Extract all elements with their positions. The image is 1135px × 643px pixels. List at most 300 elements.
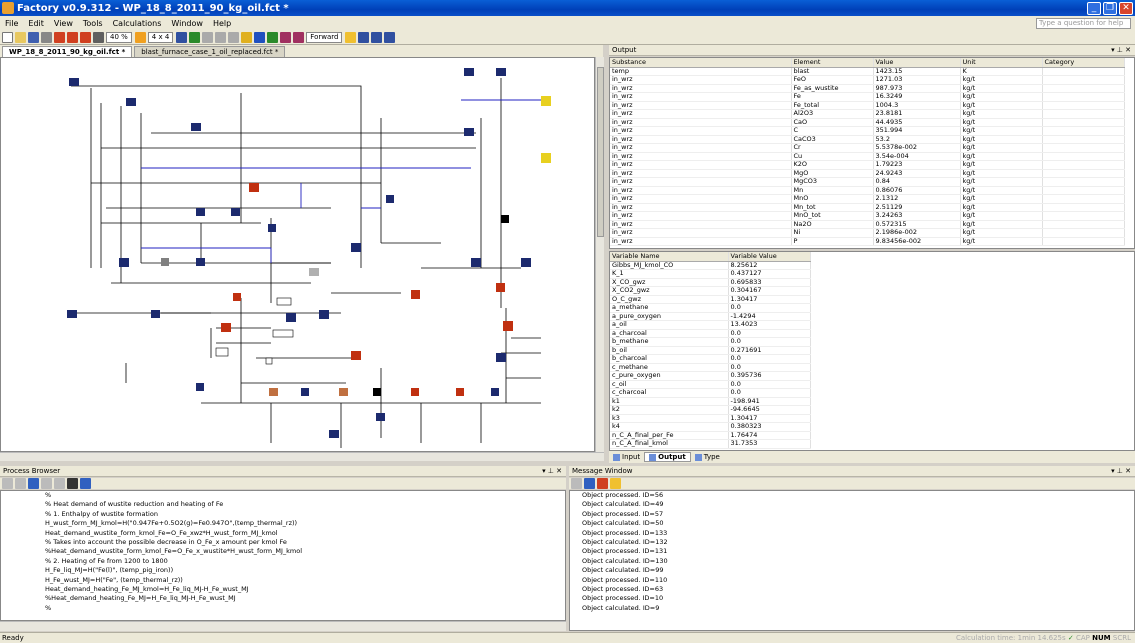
output-panel-header (609, 45, 1135, 56)
cut-icon[interactable] (202, 32, 213, 43)
table-cell: 1.79223 (873, 161, 960, 170)
table-row[interactable] (610, 346, 810, 355)
table-cell: Al2O3 (791, 110, 873, 119)
save-icon[interactable] (28, 32, 39, 43)
zoom-icon[interactable] (93, 32, 104, 43)
code-lines (1, 491, 565, 613)
table-cell: 987.973 (873, 84, 960, 93)
message-window-header (569, 466, 1135, 477)
table-row[interactable] (610, 152, 1124, 161)
table-cell: 1.30417 (728, 414, 810, 423)
table-row[interactable] (610, 440, 810, 449)
table-cell: kg/t (960, 212, 1042, 221)
table-cell: K2O (791, 161, 873, 170)
process-browser-title: Process Browser (3, 467, 61, 475)
table-cell: FeO (791, 76, 873, 85)
table-row[interactable] (610, 110, 1124, 119)
component-icon[interactable] (80, 32, 91, 43)
table-row[interactable] (610, 135, 1124, 144)
table-cell: 9.83456e-002 (873, 237, 960, 246)
table-cell: k4 (610, 423, 728, 432)
table-cell: 1423.15 (873, 67, 960, 76)
status-right (956, 633, 1131, 643)
paste-icon[interactable] (228, 32, 239, 43)
table-cell: K_1 (610, 270, 728, 279)
table-cell: a_methane (610, 304, 728, 313)
tab-output[interactable]: Output (644, 452, 691, 462)
canvas-horizontal-scrollbar[interactable] (0, 452, 604, 461)
table-row[interactable] (610, 186, 1124, 195)
table-cell (1042, 127, 1124, 136)
table-cell: kg/t (960, 76, 1042, 85)
table-cell: 44.4935 (873, 118, 960, 127)
table-cell: Cr (791, 144, 873, 153)
table-cell: 0.572315 (873, 220, 960, 229)
table-cell: MnO_tot (791, 212, 873, 221)
open-folder-icon[interactable] (15, 32, 26, 43)
table-cell: kg/t (960, 135, 1042, 144)
table-row[interactable] (610, 329, 810, 338)
table-cell: 0.304167 (728, 287, 810, 296)
table-row[interactable] (610, 423, 810, 432)
table-cell: 31.7353 (728, 440, 810, 449)
doc-icon[interactable] (28, 478, 39, 489)
table-cell: -1.4294 (728, 312, 810, 321)
table-cell: k1 (610, 397, 728, 406)
message-lines (570, 491, 1134, 613)
direction-select[interactable]: Forward (306, 32, 342, 43)
caps-indicator: CAP (1076, 634, 1090, 642)
table-row[interactable] (610, 295, 810, 304)
connect-icon[interactable] (189, 32, 200, 43)
code-line: %Heat_demand_heating_Fe_MJ=H_Fe_liq_MJ-H_Fe_wust_MJ (45, 594, 236, 603)
message-log[interactable] (569, 490, 1135, 631)
table-cell: 0.0 (728, 389, 810, 398)
message-line: Object calculated. ID=9 (582, 603, 660, 612)
output-col-header: Value (873, 58, 960, 67)
calc-time: Calculation time: 1min 14.625s (955, 634, 1066, 642)
table-cell (1042, 144, 1124, 153)
table-cell: b_methane (610, 338, 728, 347)
table-cell: in_wrz (610, 84, 791, 93)
menu-edit[interactable]: Edit (28, 18, 44, 28)
code-line: H_Fe_liq_MJ=H("Fe(l)", (temp_pig_iron)) (45, 566, 174, 575)
grid-select[interactable]: 4 x 4 (148, 32, 174, 43)
table-cell: X_CO2_gwz (610, 287, 728, 296)
table-cell: C (791, 127, 873, 136)
code-line: % Heat demand of wustite reduction and heating of Fe (45, 500, 224, 509)
message-window-toolbar (569, 478, 1135, 489)
table-cell: 0.84 (873, 178, 960, 187)
table-cell: 2.1986e-002 (873, 229, 960, 238)
table-row[interactable] (610, 212, 1124, 221)
scrl-indicator: SCRL (1112, 634, 1131, 642)
table-cell (1042, 67, 1124, 76)
table-row[interactable] (610, 321, 810, 330)
process-browser-controls[interactable]: ▾ ⊥ ✕ (542, 467, 562, 475)
output-table (610, 58, 1125, 246)
table-cell: kg/t (960, 110, 1042, 119)
output-col-header: Element (791, 58, 873, 67)
table-cell: in_wrz (610, 203, 791, 212)
table-row[interactable] (610, 312, 810, 321)
table-cell: in_wrz (610, 110, 791, 119)
code-line: Heat_demand_wustite_form_kmol_Fe=O_Fe_xwz*H_wust_form_MJ_kmol (45, 528, 278, 537)
output-panel-title: Output (612, 46, 637, 54)
table-cell: kg/t (960, 144, 1042, 153)
output-col-header: Category (1042, 58, 1124, 67)
table-cell: in_wrz (610, 118, 791, 127)
table-cell: a_pure_oxygen (610, 312, 728, 321)
message-line: Object calculated. ID=50 (582, 519, 664, 528)
find-icon[interactable] (67, 478, 78, 489)
output-col-header: Unit (960, 58, 1042, 67)
table-cell (1042, 229, 1124, 238)
process-code-editor[interactable] (0, 490, 566, 621)
table-row[interactable] (610, 101, 1124, 110)
info-icon[interactable] (584, 478, 595, 489)
input-icon (613, 454, 620, 461)
table-cell: in_wrz (610, 195, 791, 204)
table-cell: Fe (791, 93, 873, 102)
table-cell (1042, 84, 1124, 93)
code-line: H_wust_form_MJ_kmol=H("0.947Fe+0.5O2(g)=Fe0.947O",(temp_thermal_rz)) (45, 519, 298, 528)
table-row[interactable] (610, 414, 810, 423)
table-cell: 0.0 (728, 329, 810, 338)
message-window-title: Message Window (572, 467, 633, 475)
message-line: Object processed. ID=110 (582, 575, 668, 584)
table-cell: 13.4023 (728, 321, 810, 330)
table-cell: in_wrz (610, 178, 791, 187)
table-cell: c_charcoal (610, 389, 728, 398)
table-cell (1042, 101, 1124, 110)
output-table-container[interactable] (609, 57, 1135, 249)
table-row[interactable] (610, 84, 1124, 93)
table-cell: MnO (791, 195, 873, 204)
stop-icon[interactable] (280, 32, 291, 43)
table-row[interactable] (610, 287, 810, 296)
variables-table (610, 252, 811, 449)
warning-icon[interactable] (610, 478, 621, 489)
select-arrow-icon[interactable] (345, 32, 356, 43)
table-cell: in_wrz (610, 212, 791, 221)
message-line: Object calculated. ID=132 (582, 537, 668, 546)
scroll-thumb[interactable] (597, 67, 604, 237)
table-cell: kg/t (960, 195, 1042, 204)
table-cell: Gibbs_MJ_kmol_CO (610, 261, 728, 270)
table-cell: in_wrz (610, 229, 791, 238)
table-row[interactable] (610, 203, 1124, 212)
table-cell: MgCO3 (791, 178, 873, 187)
copy-code-icon[interactable] (54, 478, 65, 489)
table-cell: Mn_tot (791, 203, 873, 212)
table-cell (1042, 76, 1124, 85)
tab-input[interactable]: Input (609, 453, 644, 461)
table-cell: CaO (791, 118, 873, 127)
table-row[interactable] (610, 144, 1124, 153)
table-cell: k3 (610, 414, 728, 423)
move-down-icon[interactable] (15, 478, 26, 489)
code-line: %Heat_demand_wustite_form_kmol_Fe=O_Fe_x_wustite*H_wust_form_MJ_kmol (45, 547, 303, 556)
table-row[interactable] (610, 406, 810, 415)
table-cell: 0.0 (728, 355, 810, 364)
table-cell: in_wrz (610, 152, 791, 161)
code-horizontal-scrollbar[interactable] (0, 621, 566, 631)
table-row[interactable] (610, 67, 1124, 76)
menu-bar (0, 16, 1135, 30)
table-cell: -94.6645 (728, 406, 810, 415)
table-row[interactable] (610, 372, 810, 381)
table-cell: -198.941 (728, 397, 810, 406)
table-cell: temp (610, 67, 791, 76)
restore-button[interactable]: ❐ (1103, 2, 1117, 15)
canvas-vertical-scrollbar[interactable] (595, 57, 604, 452)
message-line: Object calculated. ID=130 (582, 556, 668, 565)
table-cell: kg/t (960, 169, 1042, 178)
table-cell: 1271.03 (873, 76, 960, 85)
tab-type[interactable]: Type (691, 453, 724, 461)
table-cell (1042, 212, 1124, 221)
step-icon[interactable] (293, 32, 304, 43)
help-search-input[interactable]: Type a question for help (1036, 18, 1131, 29)
status-text: Ready (2, 634, 24, 642)
table-row[interactable] (610, 380, 810, 389)
print-icon[interactable] (41, 32, 52, 43)
table-row[interactable] (610, 338, 810, 347)
close-button[interactable]: ✕ (1119, 2, 1133, 15)
table-cell: a_charcoal (610, 329, 728, 338)
table-cell (1042, 161, 1124, 170)
menu-help[interactable]: Help (212, 18, 232, 28)
code-line: % (45, 491, 52, 499)
table-cell: in_wrz (610, 127, 791, 136)
process-browser-toolbar (0, 478, 566, 489)
app-icon (2, 2, 14, 14)
table-row[interactable] (610, 270, 810, 279)
table-cell: 0.271691 (728, 346, 810, 355)
table-cell: 3.24263 (873, 212, 960, 221)
table-cell: in_wrz (610, 169, 791, 178)
error-icon[interactable] (597, 478, 608, 489)
clear-icon[interactable] (571, 478, 582, 489)
table-cell: K (960, 67, 1042, 76)
globe-icon[interactable] (254, 32, 265, 43)
window-title: Factory v0.9.312 - WP_18_8_2011_90_kg_oil.fct * (17, 2, 289, 14)
table-row[interactable] (610, 93, 1124, 102)
table-cell: O_C_gwz (610, 295, 728, 304)
tab-blast-furnace-case-1[interactable]: blast_furnace_case_1_oil_replaced.fct * (134, 46, 285, 57)
table-cell (1042, 135, 1124, 144)
table-cell: kg/t (960, 84, 1042, 93)
table-cell: in_wrz (610, 237, 791, 246)
output-panel-controls[interactable]: ▾ ⊥ ✕ (1111, 46, 1131, 54)
code-line: H_Fe_wust_MJ=H("Fe", (temp_thermal_rz)) (45, 575, 183, 584)
process-nodes (67, 68, 551, 438)
menu-window[interactable]: Window (171, 18, 203, 28)
code-line: % 1. Enthalpy of wustite formation (45, 509, 158, 518)
table-row[interactable] (610, 389, 810, 398)
table-cell (1042, 93, 1124, 102)
property-tabs (609, 451, 1135, 463)
table-cell: b_charcoal (610, 355, 728, 364)
db-icon[interactable] (176, 32, 187, 43)
flowsheet-diagram[interactable] (1, 58, 595, 452)
table-row[interactable] (610, 195, 1124, 204)
table-row[interactable] (610, 76, 1124, 85)
title-bar (0, 0, 1135, 16)
table-row[interactable] (610, 363, 810, 372)
table-cell: n_C_A_final_per_Fe (610, 431, 728, 440)
table-cell (1042, 110, 1124, 119)
table-cell: 53.2 (873, 135, 960, 144)
arrange-icon[interactable] (384, 32, 395, 43)
main-toolbar (0, 30, 1135, 45)
table-cell: c_pure_oxygen (610, 372, 728, 381)
bulb-icon[interactable] (241, 32, 252, 43)
table-cell: kg/t (960, 237, 1042, 246)
table-cell: blast (791, 67, 873, 76)
table-cell: 24.9243 (873, 169, 960, 178)
table-cell: kg/t (960, 152, 1042, 161)
zoom-select[interactable]: 40 % (106, 32, 132, 43)
new-file-icon[interactable] (2, 32, 13, 43)
table-row[interactable] (610, 178, 1124, 187)
flowsheet-canvas[interactable] (0, 57, 595, 452)
align-icon[interactable] (371, 32, 382, 43)
table-cell: b_oil (610, 346, 728, 355)
table-cell: in_wrz (610, 144, 791, 153)
table-cell: 0.0 (728, 380, 810, 389)
menu-tools[interactable]: Tools (82, 18, 103, 28)
pointer-icon[interactable] (135, 32, 146, 43)
table-cell: Mn (791, 186, 873, 195)
table-cell: 351.994 (873, 127, 960, 136)
table-cell: in_wrz (610, 220, 791, 229)
table-row[interactable] (610, 397, 810, 406)
table-cell (1042, 203, 1124, 212)
message-line: Object processed. ID=133 (582, 528, 668, 537)
table-row[interactable] (610, 237, 1124, 246)
table-cell: k2 (610, 406, 728, 415)
calculate-icon[interactable] (54, 32, 65, 43)
table-row[interactable] (610, 169, 1124, 178)
table-cell: a_oil (610, 321, 728, 330)
variables-table-container[interactable] (609, 251, 1135, 451)
table-cell: 1.30417 (728, 295, 810, 304)
table-cell (1042, 118, 1124, 127)
message-line: Object processed. ID=56 (582, 491, 664, 499)
variable-col-header: Variable Value (728, 252, 810, 261)
table-cell: Na2O (791, 220, 873, 229)
table-cell: P (791, 237, 873, 246)
menu-calculations[interactable]: Calculations (112, 18, 162, 28)
table-row[interactable] (610, 261, 810, 270)
table-cell (1042, 169, 1124, 178)
replace-icon[interactable] (80, 478, 91, 489)
status-bar (0, 632, 1135, 643)
table-cell (1042, 178, 1124, 187)
table-cell: 16.3249 (873, 93, 960, 102)
table-cell: in_wrz (610, 186, 791, 195)
table-cell: MgO (791, 169, 873, 178)
table-cell: Ni (791, 229, 873, 238)
table-row[interactable] (610, 161, 1124, 170)
message-line: Object processed. ID=10 (582, 594, 664, 603)
table-cell: X_CO_gwz (610, 278, 728, 287)
code-line: % 2. Heating of Fe from 1200 to 1800 (45, 556, 168, 565)
table-row[interactable] (610, 118, 1124, 127)
table-cell: 0.695833 (728, 278, 810, 287)
table-row[interactable] (610, 229, 1124, 238)
table-cell (1042, 195, 1124, 204)
copy-icon[interactable] (215, 32, 226, 43)
table-cell: Fe_as_wustite (791, 84, 873, 93)
table-cell: 0.395736 (728, 372, 810, 381)
table-cell: c_methane (610, 363, 728, 372)
layout-icon[interactable] (358, 32, 369, 43)
table-row[interactable] (610, 355, 810, 364)
tab-wp-18-8-2011[interactable]: WP_18_8_2011_90_kg_oil.fct * (2, 46, 132, 57)
code-line: % (45, 603, 52, 612)
output-col-header: Substance (610, 58, 791, 67)
message-line: Object processed. ID=63 (582, 584, 664, 593)
table-cell: in_wrz (610, 161, 791, 170)
minimize-button[interactable]: _ (1087, 2, 1101, 15)
table-cell: kg/t (960, 161, 1042, 170)
cut-code-icon[interactable] (41, 478, 52, 489)
table-row[interactable] (610, 278, 810, 287)
menu-file[interactable]: File (5, 18, 19, 28)
table-cell: in_wrz (610, 93, 791, 102)
menu-view[interactable]: View (53, 18, 73, 28)
table-cell: kg/t (960, 229, 1042, 238)
table-cell: c_oil (610, 380, 728, 389)
output-icon (649, 454, 656, 461)
table-row[interactable] (610, 220, 1124, 229)
table-cell: 0.437127 (728, 270, 810, 279)
table-cell: 0.380323 (728, 423, 810, 432)
type-icon (695, 454, 702, 461)
table-cell: 2.51129 (873, 203, 960, 212)
table-row[interactable] (610, 431, 810, 440)
table-cell: 5.5378e-002 (873, 144, 960, 153)
table-cell: 0.0 (728, 304, 810, 313)
table-cell: kg/t (960, 101, 1042, 110)
table-cell: 0.86076 (873, 186, 960, 195)
process-icon[interactable] (67, 32, 78, 43)
table-cell: 0.0 (728, 338, 810, 347)
table-cell (1042, 186, 1124, 195)
check-icon[interactable] (267, 32, 278, 43)
table-cell: kg/t (960, 93, 1042, 102)
table-cell: kg/t (960, 203, 1042, 212)
table-row[interactable] (610, 304, 810, 313)
table-cell: kg/t (960, 118, 1042, 127)
table-cell: kg/t (960, 220, 1042, 229)
code-line: Heat_demand_heating_Fe_MJ_kmol=H_Fe_liq_MJ-H_Fe_wust_MJ (45, 584, 249, 593)
document-tabs (0, 45, 603, 57)
check-status-icon: ✓ (1067, 634, 1076, 642)
table-cell: n_C_A_final_kmol (610, 440, 728, 449)
table-cell: 0.0 (728, 363, 810, 372)
num-indicator: NUM (1092, 634, 1111, 642)
code-line: % Takes into account the possible decrease in O_Fe_x amount per kmol Fe (45, 537, 287, 546)
table-row[interactable] (610, 127, 1124, 136)
process-browser-header (0, 466, 566, 477)
move-up-icon[interactable] (2, 478, 13, 489)
message-window-controls[interactable]: ▾ ⊥ ✕ (1111, 467, 1131, 475)
table-cell (1042, 220, 1124, 229)
